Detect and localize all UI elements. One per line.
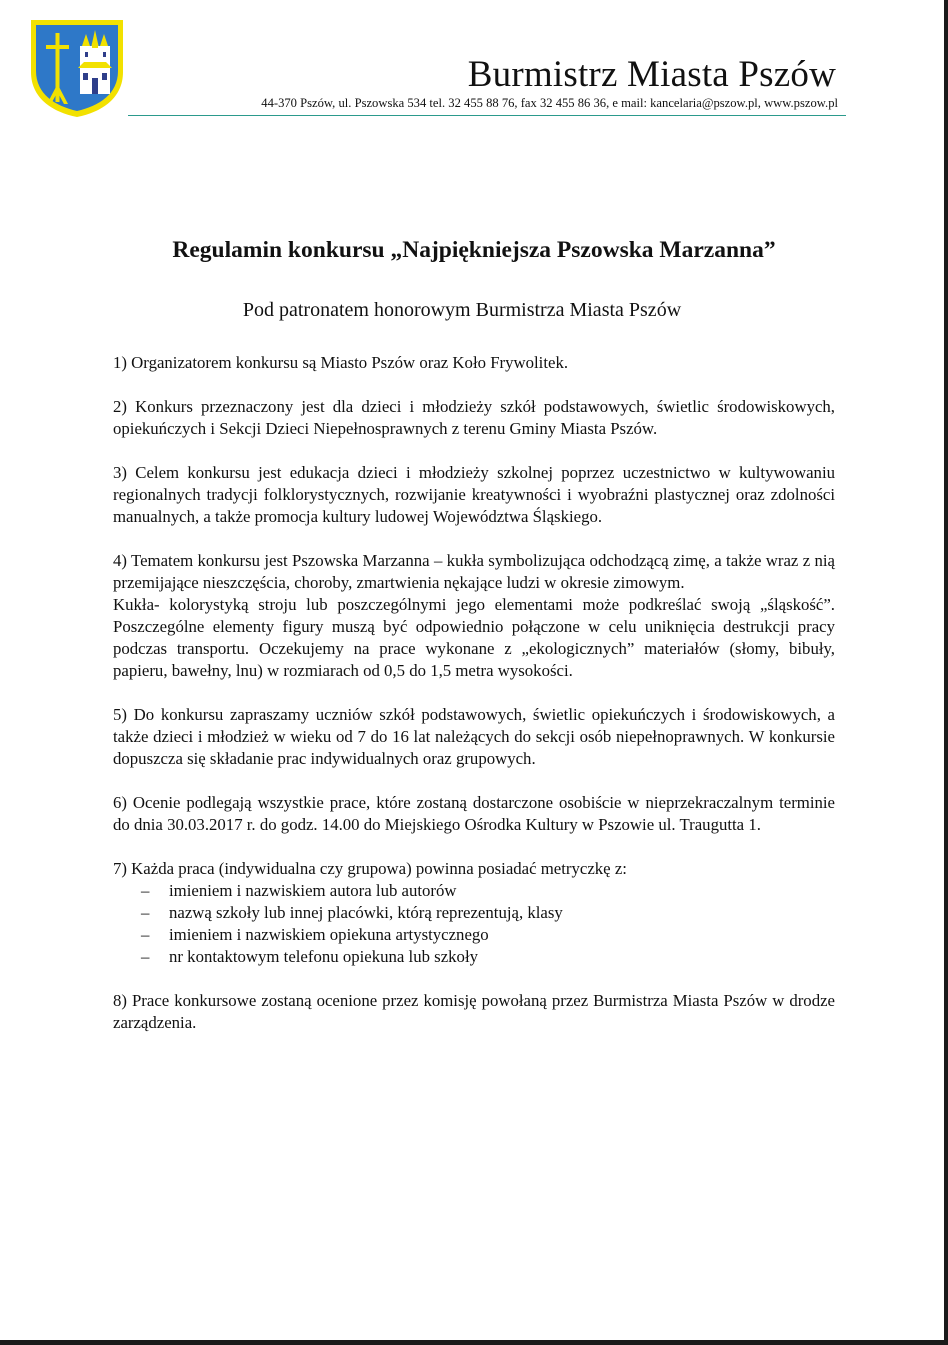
page-edge-bottom: [0, 1340, 948, 1345]
header-divider: [128, 115, 846, 116]
contact-line: 44-370 Pszów, ul. Pszowska 534 tel. 32 455 88 76, fax 32 455 86 36, e mail: kancelaria@pszow.pl, www.pszow.pl: [261, 96, 838, 110]
point-6: 6) Ocenie podlegają wszystkie prace, które zostaną dostarczone osobiście w nieprzekraczalnym terminie do dnia 30.03.2017 r. do godz. 14.00 do Miejskiego Ośrodka Kultury w Pszowie ul. Traugutta 1.: [113, 793, 835, 834]
regulations-body: [113, 352, 835, 1034]
document-subtitle: Pod patronatem honorowym Burmistrza Miasta Pszów: [242, 299, 682, 321]
point-4-continued: Kukła- kolorystyką stroju lub poszczególnymi jego elementami może podkreślać swoją „śląskość”. Poszczególne elementy figury muszą być odpowiednio połączone w celu uniknięcia destrukcji pracy podczas transportu. Oczekujemy na prace wykonane z „ekologicznych” materiałów (słomy, bibuły, papieru, bawełny, lnu) w rozmiarach od 0,5 do 1,5 metra wysokości.: [113, 595, 835, 680]
list-dash: –: [141, 903, 150, 922]
point-8: 8) Prace konkursowe zostaną ocenione przez komisję powołaną przez Burmistrza Miasta Pszów w drodze zarządzenia.: [113, 991, 835, 1032]
list-item: [113, 880, 835, 902]
list-dash: –: [141, 881, 150, 900]
list-item: [113, 946, 835, 968]
list-dash: –: [141, 925, 150, 944]
list-item-text: imieniem i nazwiskiem autora lub autorów: [169, 881, 457, 900]
org-name-heading: Burmistrz Miasta Pszów: [467, 54, 836, 95]
page-edge-right: [944, 0, 948, 1345]
document-title: Regulamin konkursu „Najpiękniejsza Pszowska Marzanna”: [172, 237, 776, 263]
list-item-text: nr kontaktowym telefonu opiekuna lub szkoły: [169, 947, 478, 966]
list-item-text: nazwą szkoły lub innej placówki, którą reprezentują, klasy: [169, 903, 563, 922]
point-1: 1) Organizatorem konkursu są Miasto Pszów oraz Koło Frywolitek.: [113, 353, 569, 372]
list-item: [113, 924, 835, 946]
point-7-list: [113, 880, 835, 968]
point-7: 7) Każda praca (indywidualna czy grupowa) powinna posiadać metryczkę z:: [113, 859, 627, 878]
point-5: 5) Do konkursu zapraszamy uczniów szkół podstawowych, świetlic opiekuńczych i środowiskowych, a także dzieci i młodzież w wieku od 7 do 16 lat należących do sekcji osób niepełnoprawnych. W konkursie dopuszcza się składanie prac indywidualnych oraz grupowych.: [113, 705, 835, 768]
point-4: 4) Tematem konkursu jest Pszowska Marzanna – kukła symbolizująca odchodzącą zimę, a także wraz z nią przemijające nieszczęścia, choroby, zmartwienia nękające ludzi w okresie zimowym.: [113, 551, 835, 592]
town-crest-logo: [28, 18, 126, 118]
list-item-text: imieniem i nazwiskiem opiekuna artystycznego: [169, 925, 489, 944]
list-item: [113, 902, 835, 924]
point-3: 3) Celem konkursu jest edukacja dzieci i młodzieży szkolnej poprzez uczestnictwo w kultywowaniu regionalnych tradycji folklorystycznych, rozwijanie kreatywności i wyobraźni plastycznej oraz zdolności manualnych, a także promocja kultury ludowej Województwa Śląskiego.: [113, 463, 835, 526]
point-2: 2) Konkurs przeznaczony jest dla dzieci i młodzieży szkół podstawowych, świetlic środowiskowych, opiekuńczych i Sekcji Dzieci Niepełnosprawnych z terenu Gminy Miasta Pszów.: [113, 397, 835, 438]
list-dash: –: [141, 947, 150, 966]
